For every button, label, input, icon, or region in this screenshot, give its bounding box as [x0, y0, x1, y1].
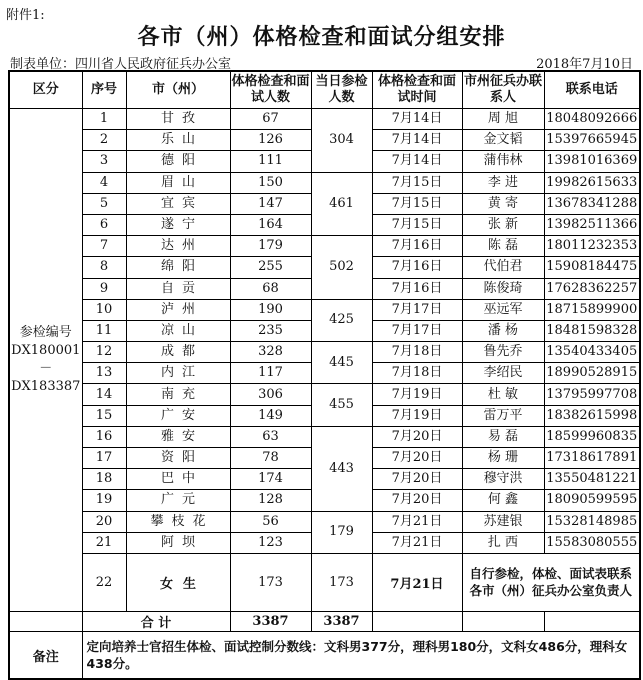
seq-cell: 4: [82, 172, 126, 193]
table-row: [9, 299, 640, 320]
phone-cell: 18382615998: [544, 405, 640, 426]
total-label: 合 计: [82, 611, 230, 631]
time-cell: 7月20日: [372, 469, 462, 490]
contact-cell: 杜 敏: [462, 384, 544, 405]
header-region: 区分: [9, 71, 82, 109]
seq-cell: 13: [82, 363, 126, 384]
table-row: [9, 109, 640, 130]
time-cell: 7月16日: [372, 278, 462, 299]
time-cell: 7月20日: [372, 490, 462, 511]
daily-cell: 173: [311, 553, 372, 611]
time-cell: 7月17日: [372, 299, 462, 320]
phone-cell: 13550481221: [544, 469, 640, 490]
phone-cell: 13540433405: [544, 342, 640, 363]
daily-cell: 304: [311, 109, 372, 173]
issuing-unit: 制表单位：四川省人民政府征兵办公室: [10, 57, 232, 72]
city-cell: 凉山: [126, 320, 230, 341]
city-cell: 巴中: [126, 469, 230, 490]
time-cell: 7月16日: [372, 257, 462, 278]
city-cell: 宜宾: [126, 193, 230, 214]
seq-cell: 3: [82, 151, 126, 172]
city-cell: 自贡: [126, 278, 230, 299]
table-row: [9, 511, 640, 532]
phone-cell: 13981016369: [544, 151, 640, 172]
contact-cell: 蒲伟林: [462, 151, 544, 172]
city-cell: 资阳: [126, 448, 230, 469]
daily-cell: 502: [311, 236, 372, 300]
time-cell: 7月18日: [372, 363, 462, 384]
daily-cell: 179: [311, 511, 372, 553]
city-cell: 德阳: [126, 151, 230, 172]
contact-cell: 何 鑫: [462, 490, 544, 511]
city-cell: 绵阳: [126, 257, 230, 278]
issue-date: 2018年7月10日: [536, 57, 633, 72]
count-cell: 190: [230, 299, 311, 320]
contact-cell: 陈俊琦: [462, 278, 544, 299]
count-cell: 147: [230, 193, 311, 214]
count-cell: 117: [230, 363, 311, 384]
table-row: [9, 384, 640, 405]
city-cell: 广元: [126, 490, 230, 511]
daily-cell: 443: [311, 426, 372, 511]
time-cell: 7月19日: [372, 405, 462, 426]
count-cell: 126: [230, 130, 311, 151]
contact-cell: 李 进: [462, 172, 544, 193]
time-cell: 7月21日: [372, 553, 462, 611]
total-empty: [544, 611, 640, 631]
daily-cell: 425: [311, 299, 372, 341]
time-cell: 7月16日: [372, 236, 462, 257]
schedule-table: [8, 70, 641, 680]
contact-cell: 黄 寄: [462, 193, 544, 214]
seq-cell: 18: [82, 469, 126, 490]
city-cell: 南充: [126, 384, 230, 405]
table-row: [9, 172, 640, 193]
time-cell: 7月20日: [372, 426, 462, 447]
phone-cell: 15328148985: [544, 511, 640, 532]
total-empty: [462, 611, 544, 631]
phone-cell: 18481598328: [544, 320, 640, 341]
city-cell: 甘孜: [126, 109, 230, 130]
female-remark: 自行参检，体检、面试表联系各市（州）征兵办公室负责人: [462, 553, 640, 611]
count-cell: 255: [230, 257, 311, 278]
daily-cell: 461: [311, 172, 372, 236]
seq-cell: 19: [82, 490, 126, 511]
count-cell: 149: [230, 405, 311, 426]
count-cell: 235: [230, 320, 311, 341]
city-cell: 遂宁: [126, 214, 230, 235]
page-title: 各市（州）体格检查和面试分组安排: [137, 25, 506, 50]
phone-cell: 15397665945: [544, 130, 640, 151]
female-row: [9, 553, 640, 611]
total-empty: [372, 611, 462, 631]
city-cell: 达州: [126, 236, 230, 257]
city-cell: 攀枝花: [126, 511, 230, 532]
seq-cell: 7: [82, 236, 126, 257]
time-cell: 7月21日: [372, 511, 462, 532]
contact-cell: 穆守洪: [462, 469, 544, 490]
seq-cell: 6: [82, 214, 126, 235]
city-cell: 广安: [126, 405, 230, 426]
count-cell: 128: [230, 490, 311, 511]
phone-cell: 13795997708: [544, 384, 640, 405]
count-cell: 164: [230, 214, 311, 235]
seq-cell: 5: [82, 193, 126, 214]
phone-cell: 13982511366: [544, 214, 640, 235]
count-cell: 328: [230, 342, 311, 363]
seq-cell: 8: [82, 257, 126, 278]
city-cell: 女生: [126, 553, 230, 611]
contact-cell: 杨 珊: [462, 448, 544, 469]
time-cell: 7月20日: [372, 448, 462, 469]
phone-cell: 18599960835: [544, 426, 640, 447]
count-cell: 123: [230, 532, 311, 553]
contact-cell: 代伯君: [462, 257, 544, 278]
contact-cell: 张 新: [462, 214, 544, 235]
count-cell: 68: [230, 278, 311, 299]
seq-cell: 14: [82, 384, 126, 405]
daily-cell: 445: [311, 342, 372, 384]
table-row: [9, 236, 640, 257]
count-cell: 173: [230, 553, 311, 611]
seq-cell: 17: [82, 448, 126, 469]
time-cell: 7月17日: [372, 320, 462, 341]
contact-cell: 易 磊: [462, 426, 544, 447]
seq-cell: 21: [82, 532, 126, 553]
header-phone: 联系电话: [544, 71, 640, 109]
phone-cell: 15583080555: [544, 532, 640, 553]
notes-text: 定向培养士官招生体检、面试控制分数线：文科男377分，理科男180分，文科女486分，理科女438分。: [82, 631, 640, 679]
notes-label: 备注: [9, 631, 82, 679]
phone-cell: 18090599595: [544, 490, 640, 511]
city-cell: 成都: [126, 342, 230, 363]
count-cell: 78: [230, 448, 311, 469]
seq-cell: 2: [82, 130, 126, 151]
header-count: 体格检查和面试人数: [230, 71, 311, 109]
seq-cell: 12: [82, 342, 126, 363]
table-row: [9, 426, 640, 447]
notes-row: [9, 631, 640, 679]
phone-cell: 17318617891: [544, 448, 640, 469]
time-cell: 7月18日: [372, 342, 462, 363]
phone-cell: 18048092666: [544, 109, 640, 130]
contact-cell: 雷万平: [462, 405, 544, 426]
time-cell: 7月19日: [372, 384, 462, 405]
count-cell: 67: [230, 109, 311, 130]
count-cell: 111: [230, 151, 311, 172]
seq-cell: 20: [82, 511, 126, 532]
region-cell: 参检编号DX180001－DX183387: [9, 109, 82, 612]
count-cell: 63: [230, 426, 311, 447]
time-cell: 7月21日: [372, 532, 462, 553]
seq-cell: 15: [82, 405, 126, 426]
daily-cell: 455: [311, 384, 372, 426]
total-empty: [9, 611, 82, 631]
count-cell: 306: [230, 384, 311, 405]
phone-cell: 15908184475: [544, 257, 640, 278]
seq-cell: 16: [82, 426, 126, 447]
contact-cell: 扎 西: [462, 532, 544, 553]
time-cell: 7月15日: [372, 214, 462, 235]
seq-cell: 9: [82, 278, 126, 299]
time-cell: 7月14日: [372, 109, 462, 130]
seq-cell: 22: [82, 553, 126, 611]
city-cell: 内江: [126, 363, 230, 384]
time-cell: 7月14日: [372, 151, 462, 172]
phone-cell: 19982615633: [544, 172, 640, 193]
city-cell: 泸州: [126, 299, 230, 320]
total-row: [9, 611, 640, 631]
city-cell: 眉山: [126, 172, 230, 193]
header-row: [9, 71, 640, 109]
header-time: 体格检查和面试时间: [372, 71, 462, 109]
seq-cell: 10: [82, 299, 126, 320]
header-city: 市（州）: [126, 71, 230, 109]
city-cell: 阿坝: [126, 532, 230, 553]
city-cell: 雅安: [126, 426, 230, 447]
header-contact: 市州征兵办联系人: [462, 71, 544, 109]
count-cell: 174: [230, 469, 311, 490]
count-cell: 179: [230, 236, 311, 257]
count-cell: 56: [230, 511, 311, 532]
phone-cell: 17628362257: [544, 278, 640, 299]
time-cell: 7月15日: [372, 193, 462, 214]
table-row: [9, 342, 640, 363]
attachment-label: 附件1:: [6, 8, 45, 23]
phone-cell: 18715899900: [544, 299, 640, 320]
count-cell: 150: [230, 172, 311, 193]
contact-cell: 鲁先乔: [462, 342, 544, 363]
contact-cell: 金文韬: [462, 130, 544, 151]
phone-cell: 18990528915: [544, 363, 640, 384]
contact-cell: 巫远军: [462, 299, 544, 320]
city-cell: 乐山: [126, 130, 230, 151]
contact-cell: 李绍民: [462, 363, 544, 384]
phone-cell: 18011232353: [544, 236, 640, 257]
total-daily: 3387: [311, 611, 372, 631]
phone-cell: 13678341288: [544, 193, 640, 214]
contact-cell: 周 旭: [462, 109, 544, 130]
header-seq: 序号: [82, 71, 126, 109]
header-daily: 当日参检人数: [311, 71, 372, 109]
time-cell: 7月15日: [372, 172, 462, 193]
contact-cell: 陈 磊: [462, 236, 544, 257]
total-count: 3387: [230, 611, 311, 631]
contact-cell: 苏建银: [462, 511, 544, 532]
contact-cell: 潘 杨: [462, 320, 544, 341]
time-cell: 7月14日: [372, 130, 462, 151]
seq-cell: 1: [82, 109, 126, 130]
seq-cell: 11: [82, 320, 126, 341]
